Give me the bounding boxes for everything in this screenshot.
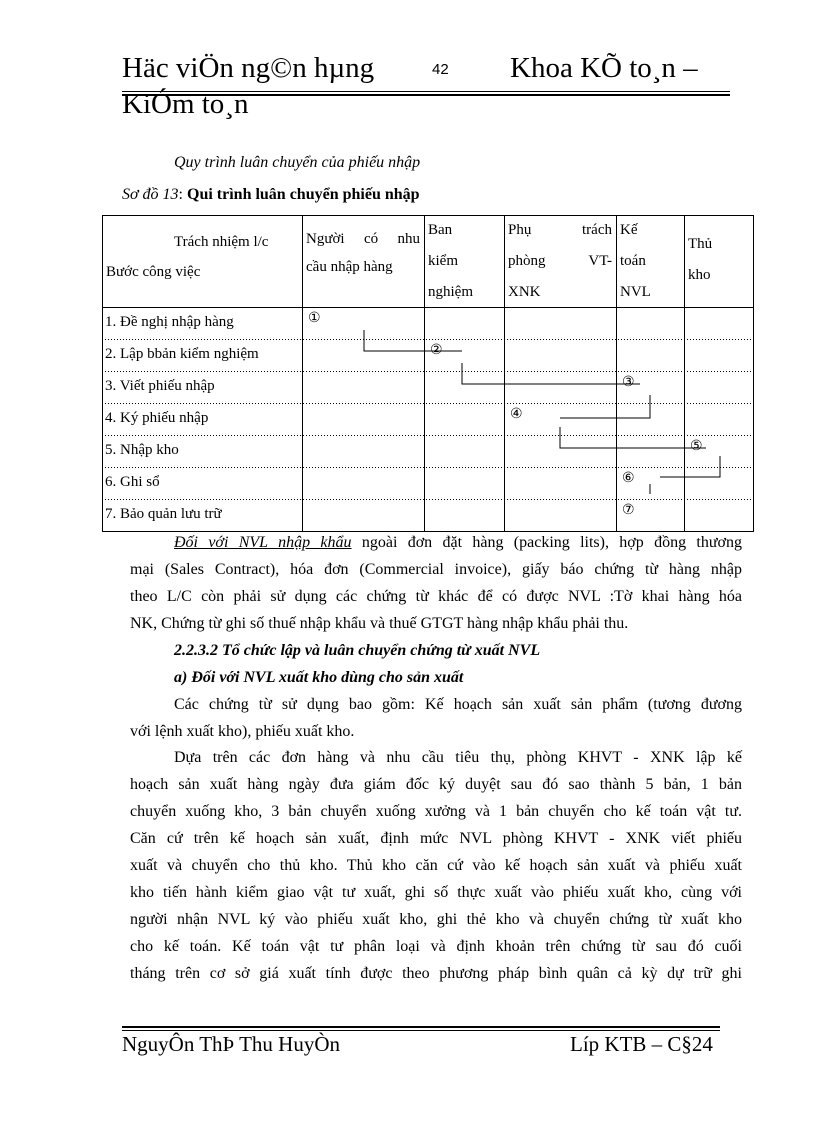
diagram-caption xyxy=(122,186,420,204)
col-inspection-board xyxy=(428,215,473,308)
step-marker: ② xyxy=(430,343,443,358)
paragraph-process-line: cho kế toán. Kế toán vật tư phân loại và định khoản trên chứng từ sau đó cuối xyxy=(130,938,742,955)
paragraph-process-line: kho tiến hành kiểm giao vật tư xuất, ghi số thực xuất vào phiếu xuất kho, cùng với xyxy=(130,884,742,901)
step-marker: ⑦ xyxy=(622,503,635,518)
flow-connector-3-4 xyxy=(560,395,650,418)
step-marker: ⑤ xyxy=(690,439,703,454)
col-accountant-line1: Kế xyxy=(620,222,638,238)
corner-work-step: Bước công việc xyxy=(106,264,201,280)
paragraph-process-line: người nhận NVL ký vào phiếu xuất kho, ghi thẻ kho và chuyển chứng từ xuất kho xyxy=(130,911,742,928)
diagram-title: Qui trình luân chuyển phiếu nhập xyxy=(187,186,420,203)
col-accountant-line2: toán xyxy=(620,253,646,269)
col-inspection-line2: kiểm xyxy=(428,253,458,269)
step-row-label: 7. Bảo quản lưu trữ xyxy=(105,506,222,522)
process-caption: Quy trình luân chuyển của phiếu nhập xyxy=(174,154,421,171)
col-vt-xnk-line3: XNK xyxy=(508,284,541,300)
import-materials-text: ngoài đơn đặt hàng (packing lits), hợp đồng thương xyxy=(351,534,742,551)
step-row-label: 5. Nhập kho xyxy=(105,442,179,458)
footer-class: Líp KTB – C§24 xyxy=(570,1032,713,1056)
import-materials-emphasis: Đối với NVL nhập khẩu xyxy=(174,534,352,551)
diagram-label: Sơ đồ 13 xyxy=(122,186,179,203)
col-inspection-line3: nghiệm xyxy=(428,284,473,300)
paragraph-process-text: Dựa trên các đơn hàng và nhu cầu tiêu thụ, phòng KHVT - XNK lập kế xyxy=(174,749,742,766)
step-row-label: 4. Ký phiếu nhập xyxy=(105,410,209,426)
header-faculty: Khoa KÕ to¸n – xyxy=(510,52,698,84)
col-accountant-line3: NVL xyxy=(620,284,651,300)
header-school: Häc viÖn ng©n hµng xyxy=(122,52,375,84)
paragraph-process-line: hoạch sản xuất hàng ngày đưa giám đốc ký duyệt sau đó sao thành 5 bản, 1 bản xyxy=(130,776,742,793)
paragraph-import-line: NK, Chứng từ ghi số thuế nhập khẩu và thuế GTGT hàng nhập khẩu phải thu. xyxy=(130,615,629,632)
corner-responsibility: Trách nhiệm l/c xyxy=(174,234,269,250)
paragraph-import-line: mại (Sales Contract), hóa đơn (Commercial invoice), giấy báo chứng từ hàng nhập xyxy=(130,561,742,578)
col-inspection-line1: Ban xyxy=(428,222,453,238)
paragraph-import-line: theo L/C còn phải sử dụng các chứng từ khác để có được NVL :Tờ khai hàng hóa xyxy=(130,588,742,605)
footer-rule-thick xyxy=(122,1026,720,1028)
footer-rule-thin xyxy=(122,1030,720,1031)
paragraph-process-line: chuyển xuống kho, 3 bản chuyển xuống xưởng và 1 bản chuyển cho kế toán vật tư. xyxy=(130,803,742,820)
section-heading: 2.2.3.2 Tổ chức lập và luân chuyển chứng từ xuất NVL xyxy=(174,642,541,659)
step-marker: ③ xyxy=(622,375,635,390)
paragraph-process-line xyxy=(130,749,742,767)
col-storekeeper-line2: kho xyxy=(688,267,711,283)
col-storekeeper xyxy=(688,229,712,291)
subsection-heading: a) Đối với NVL xuất kho dùng cho sản xuất xyxy=(174,669,464,686)
flow-connector-1-2 xyxy=(364,330,462,351)
paragraph-documents-line: với lệnh xuất kho), phiếu xuất kho. xyxy=(130,723,355,740)
diagram-caption-separator: : xyxy=(178,186,187,203)
paragraph-import-line xyxy=(130,534,742,552)
step-row-label: 2. Lập bbản kiểm nghiệm xyxy=(105,346,259,362)
paragraph-process-line: Căn cứ trên kế hoạch sản xuất, định mức NVL phòng KHVT - XNK viết phiếu xyxy=(130,830,742,847)
col-requester xyxy=(306,225,420,281)
col-storekeeper-line1: Thủ xyxy=(688,236,713,252)
paragraph-documents-text: Các chứng từ sử dụng bao gồm: Kế hoạch sản xuất sản phẩm (tương đương xyxy=(174,696,742,713)
process-table xyxy=(102,215,754,532)
paragraph-documents-line xyxy=(130,696,742,714)
header-faculty-line2: KiÓm to¸n xyxy=(122,88,249,120)
flow-connector-2-3 xyxy=(462,363,640,384)
col-vt-xnk-line2: phòng VT- xyxy=(508,253,612,269)
footer-author: NguyÔn ThÞ Thu HuyÒn xyxy=(122,1032,340,1056)
step-row-label: 1. Đề nghị nhập hàng xyxy=(105,314,234,330)
col-requester-line2: cầu nhập hàng xyxy=(306,259,393,275)
col-requester-line1: Người có nhu xyxy=(306,231,420,247)
paragraph-process-line: xuất và chuyển cho thủ kho. Thủ kho căn cứ vào kế hoạch sản xuất và phiếu xuất xyxy=(130,857,742,874)
step-marker: ④ xyxy=(510,407,523,422)
step-row-label: 6. Ghi sổ xyxy=(105,474,160,490)
col-accountant xyxy=(620,215,651,308)
col-vt-xnk xyxy=(508,215,612,308)
step-marker: ⑥ xyxy=(622,471,635,486)
col-vt-xnk-line1: Phụ trách xyxy=(508,222,612,238)
step-row-label: 3. Viết phiếu nhập xyxy=(105,378,215,394)
page-number: 42 xyxy=(432,61,449,78)
paragraph-process-line: tháng trên cơ sở giá xuất tính được theo phương pháp bình quân cả kỳ dự trữ ghi xyxy=(130,965,742,982)
step-marker: ① xyxy=(308,311,321,326)
